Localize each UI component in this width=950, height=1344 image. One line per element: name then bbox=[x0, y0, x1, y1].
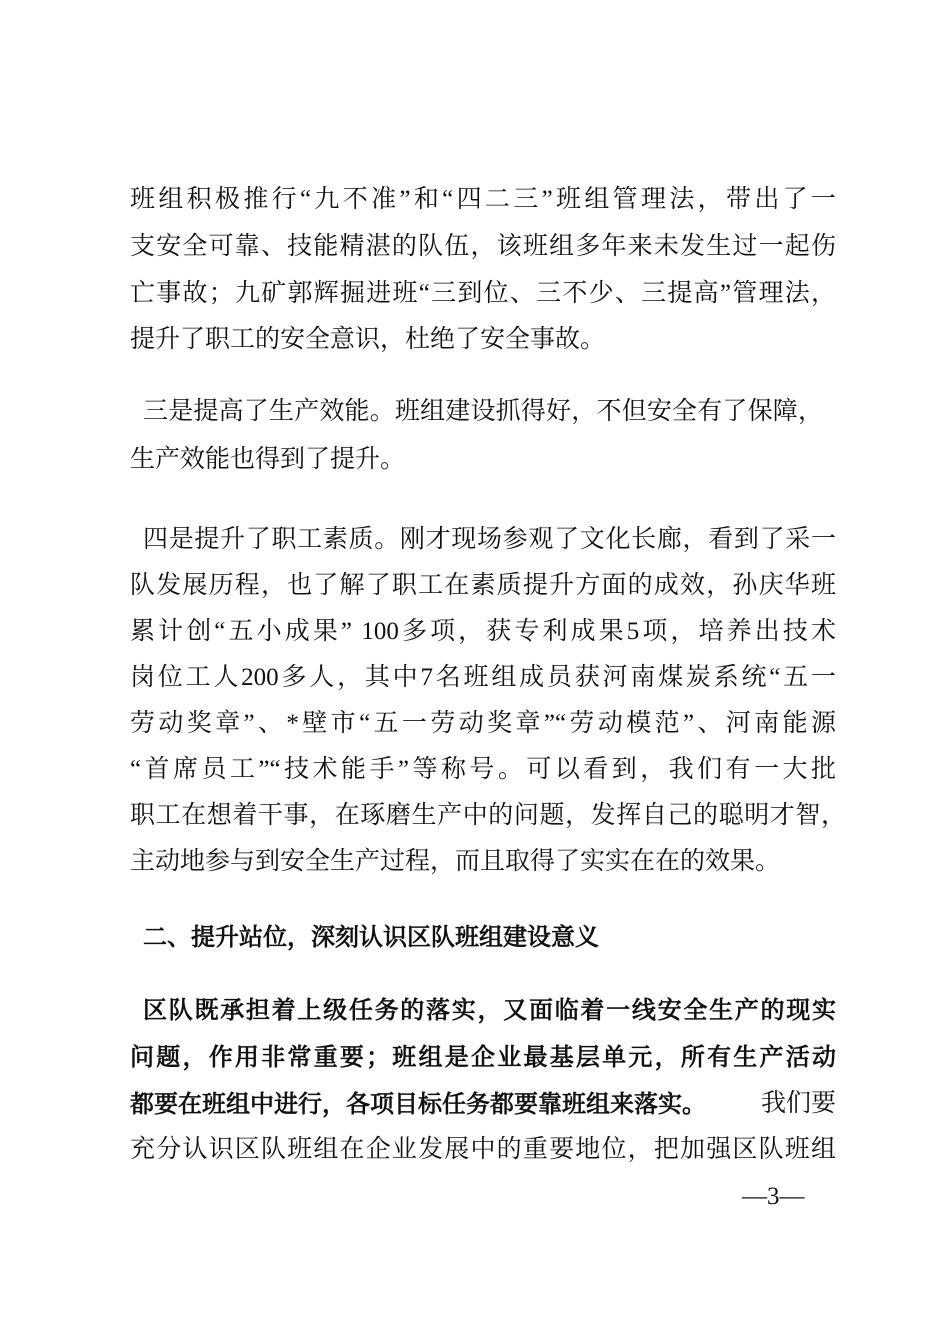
text-line: 三是提高了生产效能。班组建设抓得好，不但安全有了保障， bbox=[143, 398, 823, 425]
text-line: 累计创“五小成果” 100多项，获专利成果5项，培养出技术 bbox=[130, 618, 836, 645]
text-line: 职工在想着干事，在琢磨生产中的问题，发挥自己的聪明才智， bbox=[130, 802, 846, 829]
section-heading: 二、提升站位，深刻认识区队班组建设意义 bbox=[143, 923, 599, 951]
text-line bbox=[130, 1089, 836, 1120]
text-line: 劳动奖章”、*壁市“五一劳动奖章”“劳动模范”、河南能源 bbox=[130, 710, 836, 737]
text-line: 区队既承担着上级任务的落实，又面临着一线安全生产的现实 bbox=[143, 996, 836, 1024]
normal-segment: 我们要 bbox=[760, 1090, 836, 1117]
text-line: 生产效能也得到了提升。 bbox=[130, 446, 406, 473]
text-line: 主动地参与到安全生产过程，而且取得了实实在在的效果。 bbox=[130, 848, 781, 875]
text-line: 充分认识区队班组在企业发展中的重要地位，把加强区队班组 bbox=[130, 1136, 836, 1163]
text-line: 队发展历程，也了解了职工在素质提升方面的成效，孙庆华班 bbox=[130, 572, 836, 599]
text-line: 班组积极推行“九不准”和“四二三”班组管理法，带出了一 bbox=[130, 186, 836, 213]
bold-segment: 都要在班组中进行，各项目标任务都要靠班组来落实。 bbox=[130, 1090, 706, 1118]
text-line: 支安全可靠、技能精湛的队伍，该班组多年来未发生过一起伤 bbox=[130, 233, 836, 260]
text-line: 四是提升了职工素质。刚才现场参观了文化长廊，看到了采一 bbox=[143, 526, 836, 553]
page-number: —3— bbox=[742, 1183, 805, 1210]
text-line: 岗位工人200多人，其中7名班组成员获河南煤炭系统“五一 bbox=[130, 664, 836, 691]
text-line: 亡事故；九矿郭辉掘进班“三到位、三不少、三提高”管理法， bbox=[130, 280, 836, 307]
text-line: 问题，作用非常重要；班组是企业最基层单元，所有生产活动 bbox=[130, 1043, 836, 1071]
text-line: 提升了职工的安全意识，杜绝了安全事故。 bbox=[130, 326, 606, 353]
text-line: “首席员工”“技术能手”等称号。可以看到，我们有一大批 bbox=[130, 756, 836, 783]
